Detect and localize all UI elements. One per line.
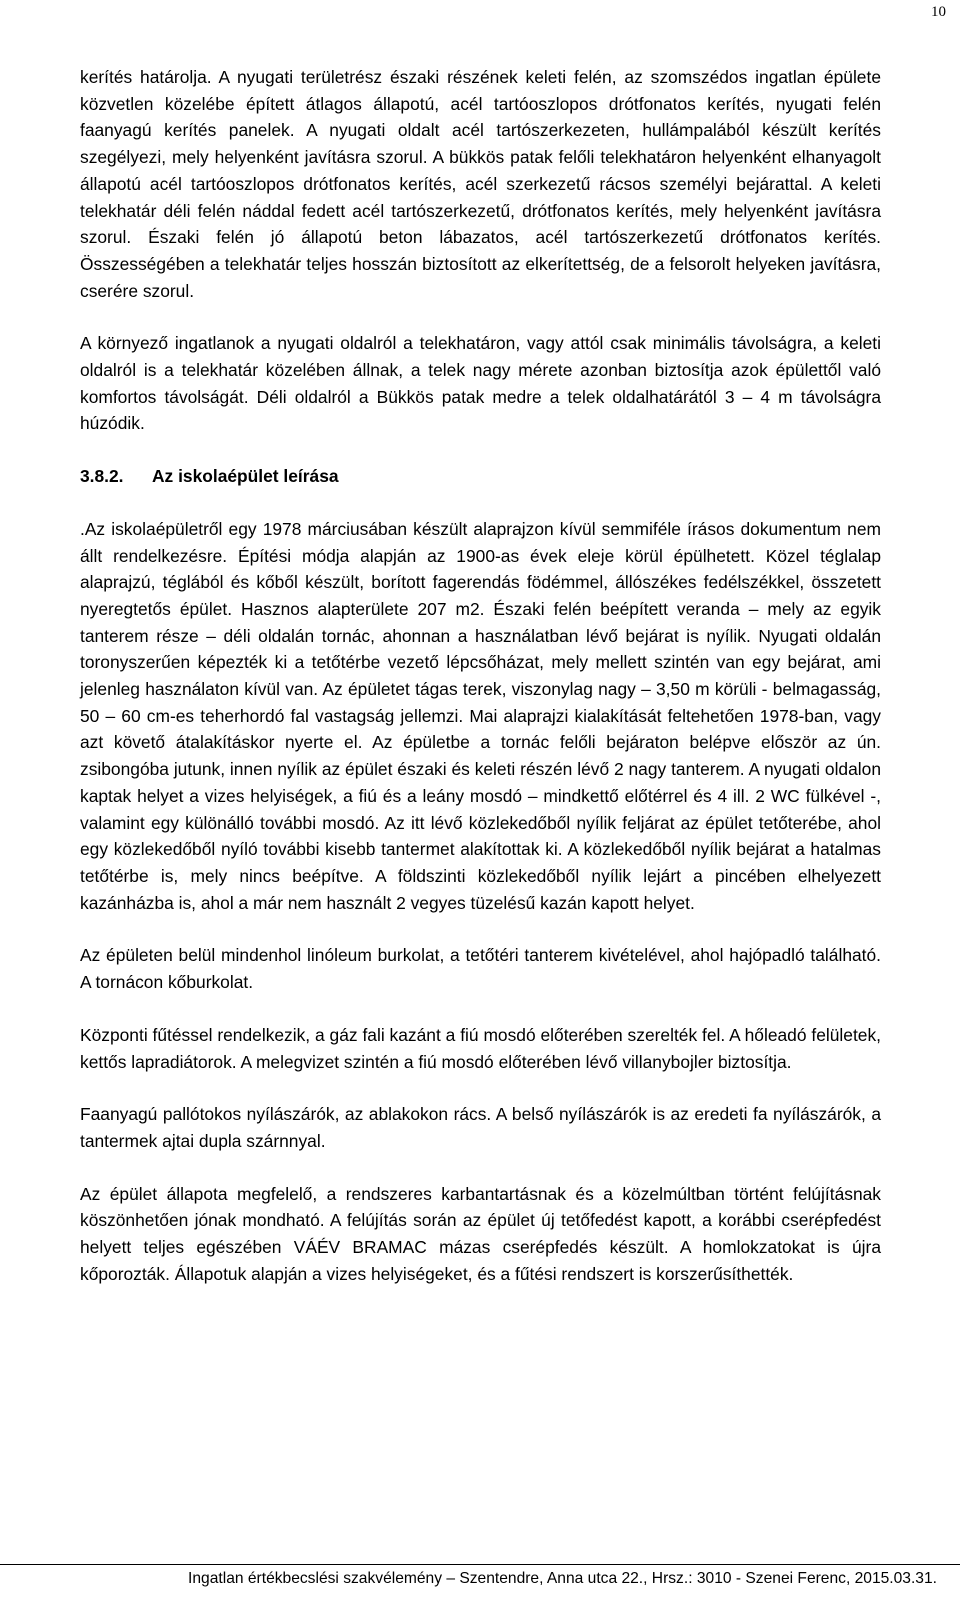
paragraph-condition: Az épület állapota megfelelő, a rendszeres karbantartásnak és a közelmúltban történt felújításnak köszönhetően jónak mondható. A felújítás során az épület új tetőfedést kapott, a korábbi cserépfedést helyett teljes egészében VÁÉV BRAMAC mázas cserépfedés készült. A homlokzatokat is újra kőporozták. Állapotuk alapján a vizes helyiségeket, és a fűtési rendszert is korszerűsíthették. bbox=[80, 1183, 881, 1284]
section-heading bbox=[80, 463, 881, 490]
document-body bbox=[80, 64, 881, 1287]
paragraph-fence-description: kerítés határolja. A nyugati területrész északi részének keleti felén, az szomszédos ingatlan épülete közvetlen közelébe épített átlagos állapotú, acél tartóoszlopos drótfonatos kerítés, nyugati felén faanyagú kerítés panelek. A nyugati oldalt acél tartószerkezeten, hullámpalából készült kerítés szegélyezi, mely helyenként javításra szorul. A bükkös patak felőli telekhatáron helyenként elhanyagolt állapotú acél tartóoszlopos drótfonatos kerítés, acél szerkezetű rácsos személyi bejárattal. A keleti telekhatár déli felén náddal fedett acél tartószerkezetű, drótfonatos kerítés, mely helyenként javításra szorul. Északi felén jó állapotú beton lábazatos, acél tartószerkezetű drótfonatos kerítés. Összességében a telekhatár teljes hosszán biztosított az elkerítettség, de a felsorolt helyeken javításra, cserére szorul. bbox=[80, 67, 881, 301]
paragraph-building-description: .Az iskolaépületről egy 1978 márciusában készült alaprajzon kívül semmiféle írásos dokumentum nem állt rendelkezésre. Építési módja alapján az 1900-as évek eleje körül épülhetett. Közel téglalap alaprajzú, téglából és kőből készült, borított fagerendás födémmel, állószékes fedélszékkel, összetett nyeregtetős épület. Hasznos alapterülete 207 m2. Északi felén beépített veranda – mely az egyik tanterem része – déli oldalán tornác, ahonnan a használatban lévő bejárat is nyílik. Nyugati oldalán toronyszerűen képezték ki a tetőtérbe vezető lépcsőházat, mely mellett szintén van egy bejárat, ami jelenleg használaton kívül van. Az épületet tágas terek, viszonylag nagy – 3,50 m körüli - belmagasság, 50 – 60 cm-es teherhordó fal vastagság jellemzi. Mai alaprajzi kialakítását feltehetően 1978-ban, vagy azt követő átalakításkor nyerte el. Az épületbe a tornác felőli bejáraton belépve először az ún. zsibongóba jutunk, innen nyílik az épület északi és keleti részén lévő 2 nagy tanterem. A nyugati oldalon kaptak helyet a vizes helyiségek, a fiú és a leány mosdó – mindkettő előtérrel és 4 ill. 2 WC fülkével -, valamint egy különálló további mosdó. Az itt lévő közlekedőből nyílik feljárat az épület tetőterébe, ahol egy közlekedőből nyíló további kisebb tantermet alakítottak ki. A közlekedőből nyílik bejárat a hatalmas tetőtérbe is, mely nincs beépítve. A földszinti közlekedőből nyílik lejárt a pincében elhelyezett kazánházba is, ahol a már nem használt 2 vegyes tüzelésű kazán kapott helyet. bbox=[80, 518, 881, 913]
paragraph-heating: Központi fűtéssel rendelkezik, a gáz fali kazánt a fiú mosdó előterében szerelték fel. A hőleadó felületek, kettős lapradiátorok. A melegvizet szintén a fiú mosdó előterében lévő villanybojler biztosítja. bbox=[80, 1024, 881, 1072]
page-number: 10 bbox=[931, 4, 946, 20]
paragraph-flooring: Az épületen belül mindenhol linóleum burkolat, a tetőtéri tanterem kivételével, ahol hajópadló található. A tornácon kőburkolat. bbox=[80, 945, 881, 993]
section-title: Az iskolaépület leírása bbox=[152, 466, 339, 487]
paragraph-surroundings: A környező ingatlanok a nyugati oldalról a telekhatáron, vagy attól csak minimális távolságra, a keleti oldalról is a telekhatár közelében állnak, a telek nagy mérete azonban biztosítja azok épülettől való komfortos távolságát. Déli oldalról a Bükkös patak medre a telek oldalhatárától 3 – 4 m távolságra húzódik. bbox=[80, 333, 881, 434]
paragraph-doors-windows: Faanyagú pallótokos nyílászárók, az ablakokon rács. A belső nyílászárók is az eredeti fa nyílászárók, a tantermek ajtai dupla szárnnyal. bbox=[80, 1104, 881, 1151]
footer-divider bbox=[0, 1564, 960, 1565]
section-number: 3.8.2. bbox=[80, 466, 124, 487]
page-footer: Ingatlan értékbecslési szakvélemény – Szentendre, Anna utca 22., Hrsz.: 3010 - Szenei Ferenc, 2015.03.31. bbox=[188, 1570, 937, 1587]
